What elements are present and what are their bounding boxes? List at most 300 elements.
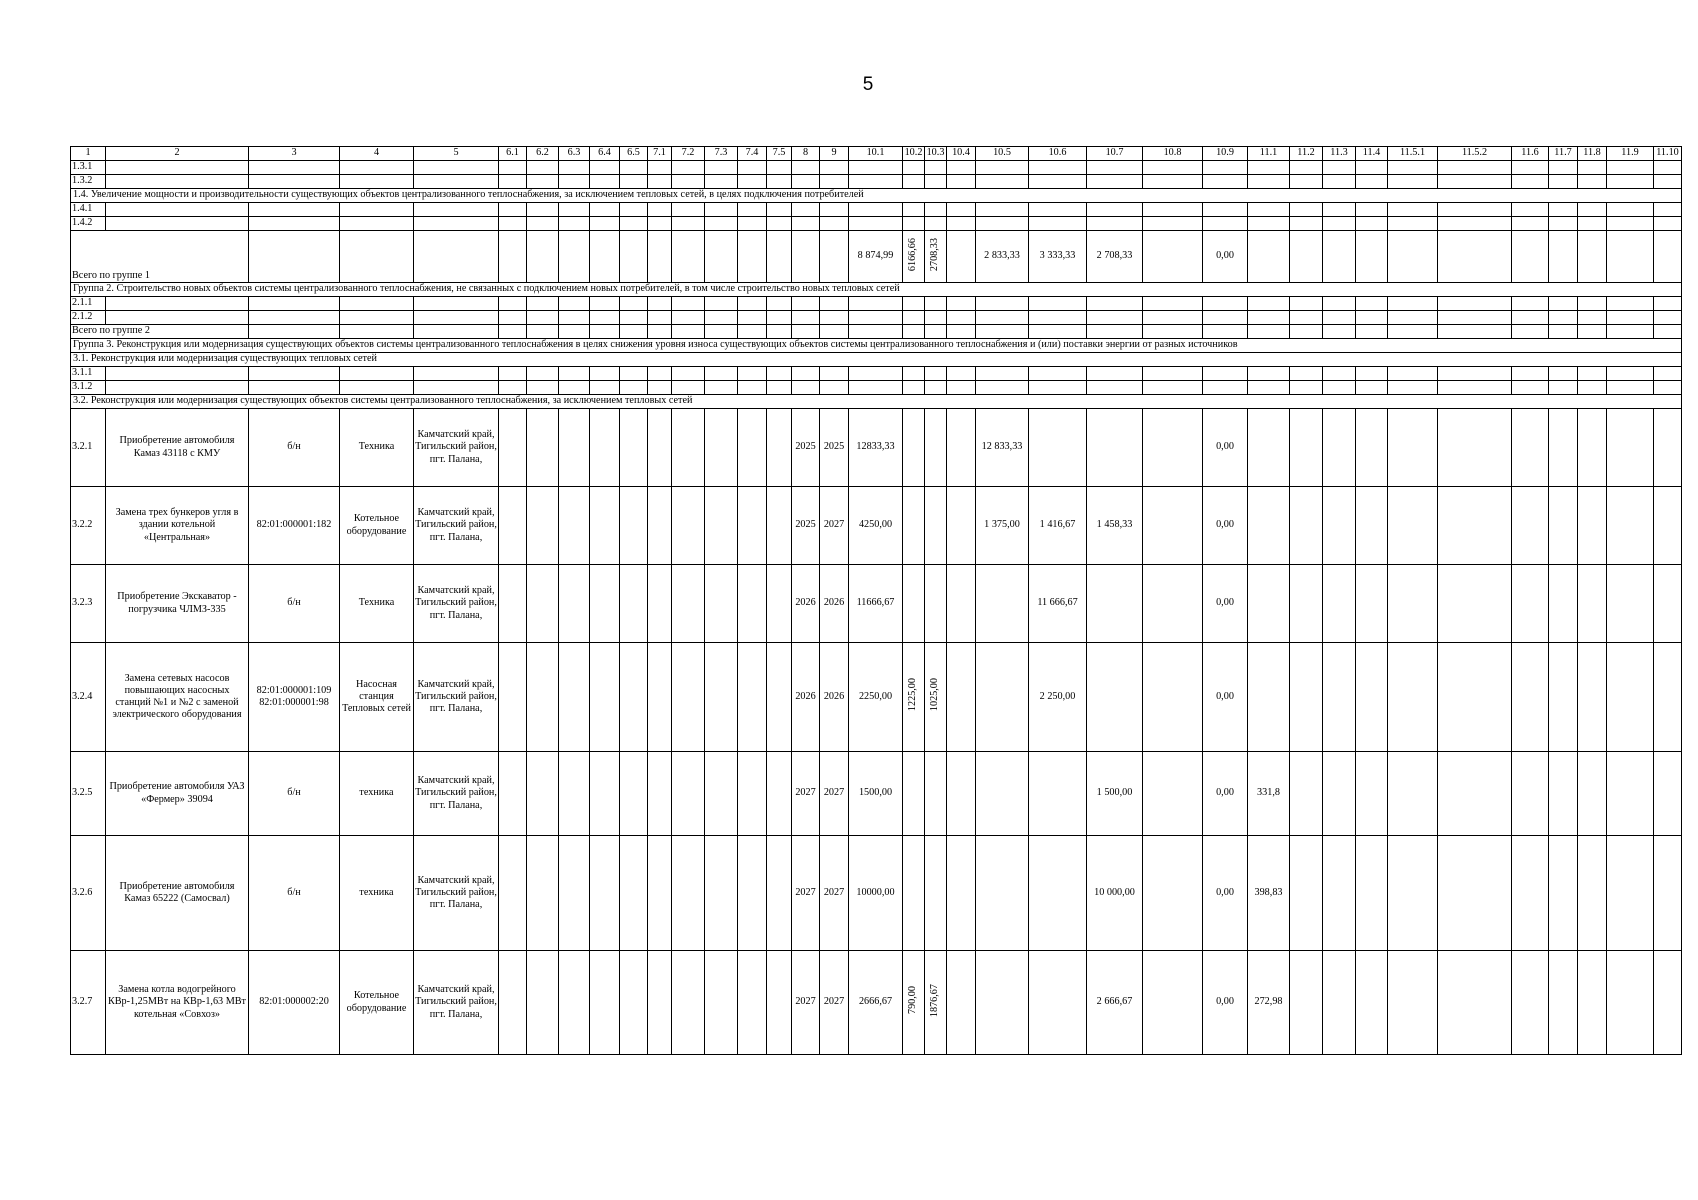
empty-cell xyxy=(976,217,1029,231)
end-year: 2027 xyxy=(820,836,849,951)
empty-cell xyxy=(499,175,527,189)
column-header: 7.1 xyxy=(648,147,672,161)
empty-cell xyxy=(620,311,648,325)
empty-cell xyxy=(1143,565,1203,643)
empty-cell xyxy=(648,297,672,311)
empty-cell xyxy=(767,325,792,339)
empty-cell xyxy=(947,409,976,487)
empty-cell xyxy=(249,161,340,175)
empty-cell xyxy=(738,381,767,395)
empty-cell xyxy=(648,381,672,395)
row-number: 1.3.1 xyxy=(71,161,106,175)
table-row xyxy=(71,203,1682,217)
empty-cell xyxy=(620,325,648,339)
empty-cell xyxy=(559,217,590,231)
cost-10-7: 10 000,00 xyxy=(1087,836,1143,951)
empty-cell xyxy=(249,217,340,231)
cadastral-number: 82:01:000001:109 82:01:000001:98 xyxy=(249,643,340,752)
empty-cell xyxy=(1549,175,1578,189)
empty-cell xyxy=(672,217,705,231)
empty-cell xyxy=(1549,643,1578,752)
empty-cell xyxy=(1029,367,1087,381)
empty-cell xyxy=(792,231,820,283)
empty-cell xyxy=(620,381,648,395)
empty-cell xyxy=(1654,951,1682,1055)
empty-cell xyxy=(1087,175,1143,189)
empty-cell xyxy=(340,297,414,311)
empty-cell xyxy=(648,231,672,283)
empty-cell xyxy=(1248,367,1290,381)
empty-cell xyxy=(1438,217,1512,231)
empty-cell xyxy=(1248,175,1290,189)
empty-cell xyxy=(1087,311,1143,325)
empty-cell xyxy=(1438,311,1512,325)
empty-cell xyxy=(672,836,705,951)
empty-cell xyxy=(903,311,925,325)
empty-cell xyxy=(1356,231,1388,283)
column-header: 2 xyxy=(106,147,249,161)
total-row xyxy=(71,231,1682,283)
empty-cell xyxy=(648,175,672,189)
location: Камчатский край, Тигильский район, пгт. Палана, xyxy=(414,951,499,1055)
empty-cell xyxy=(1290,161,1323,175)
empty-cell xyxy=(1549,325,1578,339)
empty-cell xyxy=(1438,409,1512,487)
empty-cell xyxy=(672,381,705,395)
empty-cell xyxy=(1607,367,1654,381)
empty-cell xyxy=(1356,643,1388,752)
empty-cell xyxy=(1388,175,1438,189)
empty-cell xyxy=(1654,203,1682,217)
empty-cell xyxy=(1549,297,1578,311)
empty-cell xyxy=(648,161,672,175)
empty-cell xyxy=(527,203,559,217)
empty-cell xyxy=(1512,325,1549,339)
table-row xyxy=(71,643,1682,752)
cost-10-6 xyxy=(1029,951,1087,1055)
empty-cell xyxy=(976,367,1029,381)
empty-cell xyxy=(1549,381,1578,395)
column-header: 10.3 xyxy=(925,147,947,161)
empty-cell xyxy=(1248,161,1290,175)
empty-cell xyxy=(1356,565,1388,643)
empty-cell xyxy=(1388,565,1438,643)
empty-cell xyxy=(1356,409,1388,487)
empty-cell xyxy=(1512,203,1549,217)
empty-cell xyxy=(499,203,527,217)
column-header: 10.5 xyxy=(976,147,1029,161)
location: Камчатский край, Тигильский район, пгт. Палана, xyxy=(414,409,499,487)
column-header: 10.1 xyxy=(849,147,903,161)
cost-10-6 xyxy=(1029,409,1087,487)
empty-cell xyxy=(947,487,976,565)
empty-cell xyxy=(1438,297,1512,311)
end-year: 2025 xyxy=(820,409,849,487)
empty-cell xyxy=(249,325,340,339)
empty-cell xyxy=(527,643,559,752)
empty-cell xyxy=(249,231,340,283)
table-row xyxy=(71,487,1682,565)
empty-cell xyxy=(792,175,820,189)
empty-cell xyxy=(1549,311,1578,325)
empty-cell xyxy=(1029,311,1087,325)
empty-cell xyxy=(1438,203,1512,217)
value-11-1 xyxy=(1248,409,1290,487)
empty-cell xyxy=(738,487,767,565)
empty-cell xyxy=(1654,175,1682,189)
row-number: 1.4.1 xyxy=(71,203,106,217)
empty-cell xyxy=(672,175,705,189)
empty-cell xyxy=(1290,367,1323,381)
value-11-1: 331,8 xyxy=(1248,752,1290,836)
column-header: 4 xyxy=(340,147,414,161)
empty-cell xyxy=(559,381,590,395)
vertical-value: 790,00 xyxy=(907,986,919,1015)
section-title: 1.4. Увеличение мощности и производительности существующих объектов централизованного теплоснабжения, за исключением тепловых сетей, в целях подключения потребителей xyxy=(71,189,1682,203)
empty-cell xyxy=(499,325,527,339)
empty-cell xyxy=(1087,381,1143,395)
empty-cell xyxy=(705,325,738,339)
empty-cell xyxy=(499,487,527,565)
object-type: техника xyxy=(340,752,414,836)
empty-cell xyxy=(1607,217,1654,231)
empty-cell xyxy=(947,217,976,231)
empty-cell xyxy=(648,409,672,487)
column-header: 11.6 xyxy=(1512,147,1549,161)
value-11-1 xyxy=(1248,565,1290,643)
empty-cell xyxy=(1290,409,1323,487)
cost-total: 10000,00 xyxy=(849,836,903,951)
empty-cell xyxy=(792,217,820,231)
empty-cell xyxy=(1203,203,1248,217)
empty-cell xyxy=(705,752,738,836)
empty-cell xyxy=(340,217,414,231)
section-row xyxy=(71,353,1682,367)
empty-cell xyxy=(1029,297,1087,311)
column-header: 11.2 xyxy=(1290,147,1323,161)
table-row xyxy=(71,565,1682,643)
empty-cell xyxy=(499,367,527,381)
empty-cell xyxy=(767,311,792,325)
empty-cell xyxy=(903,325,925,339)
empty-cell xyxy=(849,381,903,395)
row-number: 2.1.2 xyxy=(71,311,106,325)
empty-cell xyxy=(559,836,590,951)
empty-cell xyxy=(1654,409,1682,487)
empty-cell xyxy=(738,752,767,836)
empty-cell xyxy=(925,203,947,217)
empty-cell xyxy=(1203,297,1248,311)
cost-10-6 xyxy=(1029,836,1087,951)
empty-cell xyxy=(559,643,590,752)
value-11-1: 272,98 xyxy=(1248,951,1290,1055)
empty-cell xyxy=(947,951,976,1055)
empty-cell xyxy=(620,175,648,189)
empty-cell xyxy=(1549,231,1578,283)
empty-cell xyxy=(1143,367,1203,381)
empty-cell xyxy=(1087,325,1143,339)
empty-cell xyxy=(527,217,559,231)
object-type: Котельное оборудование xyxy=(340,487,414,565)
empty-cell xyxy=(947,752,976,836)
empty-cell xyxy=(559,311,590,325)
empty-cell xyxy=(1290,643,1323,752)
empty-cell xyxy=(1438,381,1512,395)
empty-cell xyxy=(672,203,705,217)
empty-cell xyxy=(767,565,792,643)
empty-cell xyxy=(559,161,590,175)
section-title: Группа 3. Реконструкция или модернизация существующих объектов системы централизованного теплоснабжения в целях снижения уровня износа существующих объектов системы централизованного теплоснабжения и (или) поставки энергии от разных источников xyxy=(71,339,1682,353)
empty-cell xyxy=(1323,752,1356,836)
empty-cell xyxy=(820,203,849,217)
empty-cell xyxy=(820,297,849,311)
cost-10-2 xyxy=(903,643,925,752)
column-header: 11.3 xyxy=(1323,147,1356,161)
empty-cell xyxy=(1290,752,1323,836)
column-header: 6.3 xyxy=(559,147,590,161)
empty-cell xyxy=(1290,311,1323,325)
empty-cell xyxy=(1248,325,1290,339)
empty-cell xyxy=(820,367,849,381)
empty-cell xyxy=(648,487,672,565)
empty-cell xyxy=(499,297,527,311)
empty-cell xyxy=(1248,297,1290,311)
row-number: 3.2.6 xyxy=(71,836,106,951)
empty-cell xyxy=(705,297,738,311)
empty-cell xyxy=(527,836,559,951)
empty-cell xyxy=(1549,409,1578,487)
empty-cell xyxy=(590,752,620,836)
cost-10-9: 0,00 xyxy=(1203,409,1248,487)
empty-cell xyxy=(1654,487,1682,565)
empty-cell xyxy=(1356,217,1388,231)
empty-cell xyxy=(1323,311,1356,325)
empty-cell xyxy=(1087,161,1143,175)
empty-cell xyxy=(792,325,820,339)
empty-cell xyxy=(705,487,738,565)
empty-cell xyxy=(792,367,820,381)
empty-cell xyxy=(1549,217,1578,231)
empty-cell xyxy=(1388,381,1438,395)
empty-cell xyxy=(620,951,648,1055)
empty-cell xyxy=(499,565,527,643)
table-row xyxy=(71,951,1682,1055)
empty-cell xyxy=(1654,836,1682,951)
cost-10-2 xyxy=(903,951,925,1055)
empty-cell xyxy=(1607,311,1654,325)
table-row xyxy=(71,752,1682,836)
empty-cell xyxy=(590,409,620,487)
empty-cell xyxy=(1356,487,1388,565)
row-number: 1.4.2 xyxy=(71,217,106,231)
cost-10-7: 1 458,33 xyxy=(1087,487,1143,565)
empty-cell xyxy=(1578,487,1607,565)
empty-cell xyxy=(1290,231,1323,283)
empty-cell xyxy=(738,297,767,311)
empty-cell xyxy=(527,231,559,283)
cost-total: 2250,00 xyxy=(849,643,903,752)
empty-cell xyxy=(1323,175,1356,189)
value-11-1 xyxy=(1248,643,1290,752)
row-number: 3.2.7 xyxy=(71,951,106,1055)
empty-cell xyxy=(1512,643,1549,752)
cost-10-3 xyxy=(925,565,947,643)
cost-10-5 xyxy=(976,752,1029,836)
empty-cell xyxy=(620,231,648,283)
empty-cell xyxy=(767,836,792,951)
section-row xyxy=(71,283,1682,297)
cost-10-3 xyxy=(925,643,947,752)
empty-cell xyxy=(106,161,249,175)
empty-cell xyxy=(499,161,527,175)
empty-cell xyxy=(1356,367,1388,381)
cost-10-6: 2 250,00 xyxy=(1029,643,1087,752)
empty-cell xyxy=(976,311,1029,325)
empty-cell xyxy=(1512,565,1549,643)
empty-cell xyxy=(672,297,705,311)
empty-cell xyxy=(792,381,820,395)
empty-cell xyxy=(820,311,849,325)
empty-cell xyxy=(499,643,527,752)
empty-cell xyxy=(1143,217,1203,231)
column-header: 6.1 xyxy=(499,147,527,161)
empty-cell xyxy=(1143,231,1203,283)
total-row xyxy=(71,325,1682,339)
empty-cell xyxy=(1290,217,1323,231)
empty-cell xyxy=(590,325,620,339)
row-number: 3.2.2 xyxy=(71,487,106,565)
empty-cell xyxy=(1143,203,1203,217)
empty-cell xyxy=(849,311,903,325)
empty-cell xyxy=(1087,217,1143,231)
empty-cell xyxy=(925,217,947,231)
empty-cell xyxy=(1654,311,1682,325)
empty-cell xyxy=(1654,161,1682,175)
empty-cell xyxy=(903,367,925,381)
empty-cell xyxy=(590,487,620,565)
empty-cell xyxy=(648,311,672,325)
empty-cell xyxy=(1203,311,1248,325)
empty-cell xyxy=(620,217,648,231)
cost-10-9: 0,00 xyxy=(1203,951,1248,1055)
empty-cell xyxy=(1512,175,1549,189)
column-header: 7.2 xyxy=(672,147,705,161)
end-year: 2026 xyxy=(820,643,849,752)
empty-cell xyxy=(1438,951,1512,1055)
empty-cell xyxy=(340,325,414,339)
total-value xyxy=(903,231,925,283)
empty-cell xyxy=(1356,161,1388,175)
cost-10-5 xyxy=(976,643,1029,752)
cost-10-2 xyxy=(903,409,925,487)
row-number: 1.3.2 xyxy=(71,175,106,189)
column-header: 11.5.2 xyxy=(1438,147,1512,161)
empty-cell xyxy=(767,161,792,175)
empty-cell xyxy=(499,752,527,836)
cost-10-3 xyxy=(925,752,947,836)
empty-cell xyxy=(590,565,620,643)
cost-10-2 xyxy=(903,487,925,565)
empty-cell xyxy=(527,487,559,565)
empty-cell xyxy=(1143,325,1203,339)
empty-cell xyxy=(1438,175,1512,189)
empty-cell xyxy=(590,217,620,231)
column-header: 10.9 xyxy=(1203,147,1248,161)
empty-cell xyxy=(1143,643,1203,752)
header-row xyxy=(71,147,1682,161)
table-row xyxy=(71,217,1682,231)
vertical-value: 1025,00 xyxy=(929,678,941,712)
empty-cell xyxy=(1607,409,1654,487)
empty-cell xyxy=(1654,367,1682,381)
empty-cell xyxy=(1388,217,1438,231)
empty-cell xyxy=(648,565,672,643)
empty-cell xyxy=(1438,752,1512,836)
object-type: Котельное оборудование xyxy=(340,951,414,1055)
column-header: 10.4 xyxy=(947,147,976,161)
empty-cell xyxy=(1388,203,1438,217)
empty-cell xyxy=(1323,643,1356,752)
location: Камчатский край, Тигильский район, пгт. Палана, xyxy=(414,643,499,752)
empty-cell xyxy=(1578,836,1607,951)
cost-total: 11666,67 xyxy=(849,565,903,643)
empty-cell xyxy=(672,161,705,175)
empty-cell xyxy=(767,297,792,311)
empty-cell xyxy=(1143,161,1203,175)
empty-cell xyxy=(1203,367,1248,381)
cost-10-9: 0,00 xyxy=(1203,487,1248,565)
empty-cell xyxy=(1388,836,1438,951)
empty-cell xyxy=(1607,951,1654,1055)
empty-cell xyxy=(903,297,925,311)
empty-cell xyxy=(705,381,738,395)
empty-cell xyxy=(1578,297,1607,311)
empty-cell xyxy=(1029,175,1087,189)
empty-cell xyxy=(1029,217,1087,231)
empty-cell xyxy=(947,297,976,311)
empty-cell xyxy=(1388,643,1438,752)
column-header: 8 xyxy=(792,147,820,161)
empty-cell xyxy=(705,203,738,217)
empty-cell xyxy=(947,381,976,395)
empty-cell xyxy=(499,231,527,283)
cadastral-number: 82:01:000002:20 xyxy=(249,951,340,1055)
cost-10-3 xyxy=(925,836,947,951)
cost-10-6: 1 416,67 xyxy=(1029,487,1087,565)
empty-cell xyxy=(1654,231,1682,283)
empty-cell xyxy=(1323,161,1356,175)
empty-cell xyxy=(849,325,903,339)
empty-cell xyxy=(903,217,925,231)
empty-cell xyxy=(1512,231,1549,283)
empty-cell xyxy=(1512,836,1549,951)
empty-cell xyxy=(903,161,925,175)
empty-cell xyxy=(738,311,767,325)
empty-cell xyxy=(1549,752,1578,836)
empty-cell xyxy=(1356,311,1388,325)
empty-cell xyxy=(705,409,738,487)
empty-cell xyxy=(947,565,976,643)
empty-cell xyxy=(976,297,1029,311)
empty-cell xyxy=(1323,409,1356,487)
cadastral-number: б/н xyxy=(249,836,340,951)
empty-cell xyxy=(1607,487,1654,565)
empty-cell xyxy=(1356,325,1388,339)
total-label: Всего по группе 1 xyxy=(71,231,249,283)
start-year: 2025 xyxy=(792,409,820,487)
empty-cell xyxy=(738,951,767,1055)
empty-cell xyxy=(1578,752,1607,836)
